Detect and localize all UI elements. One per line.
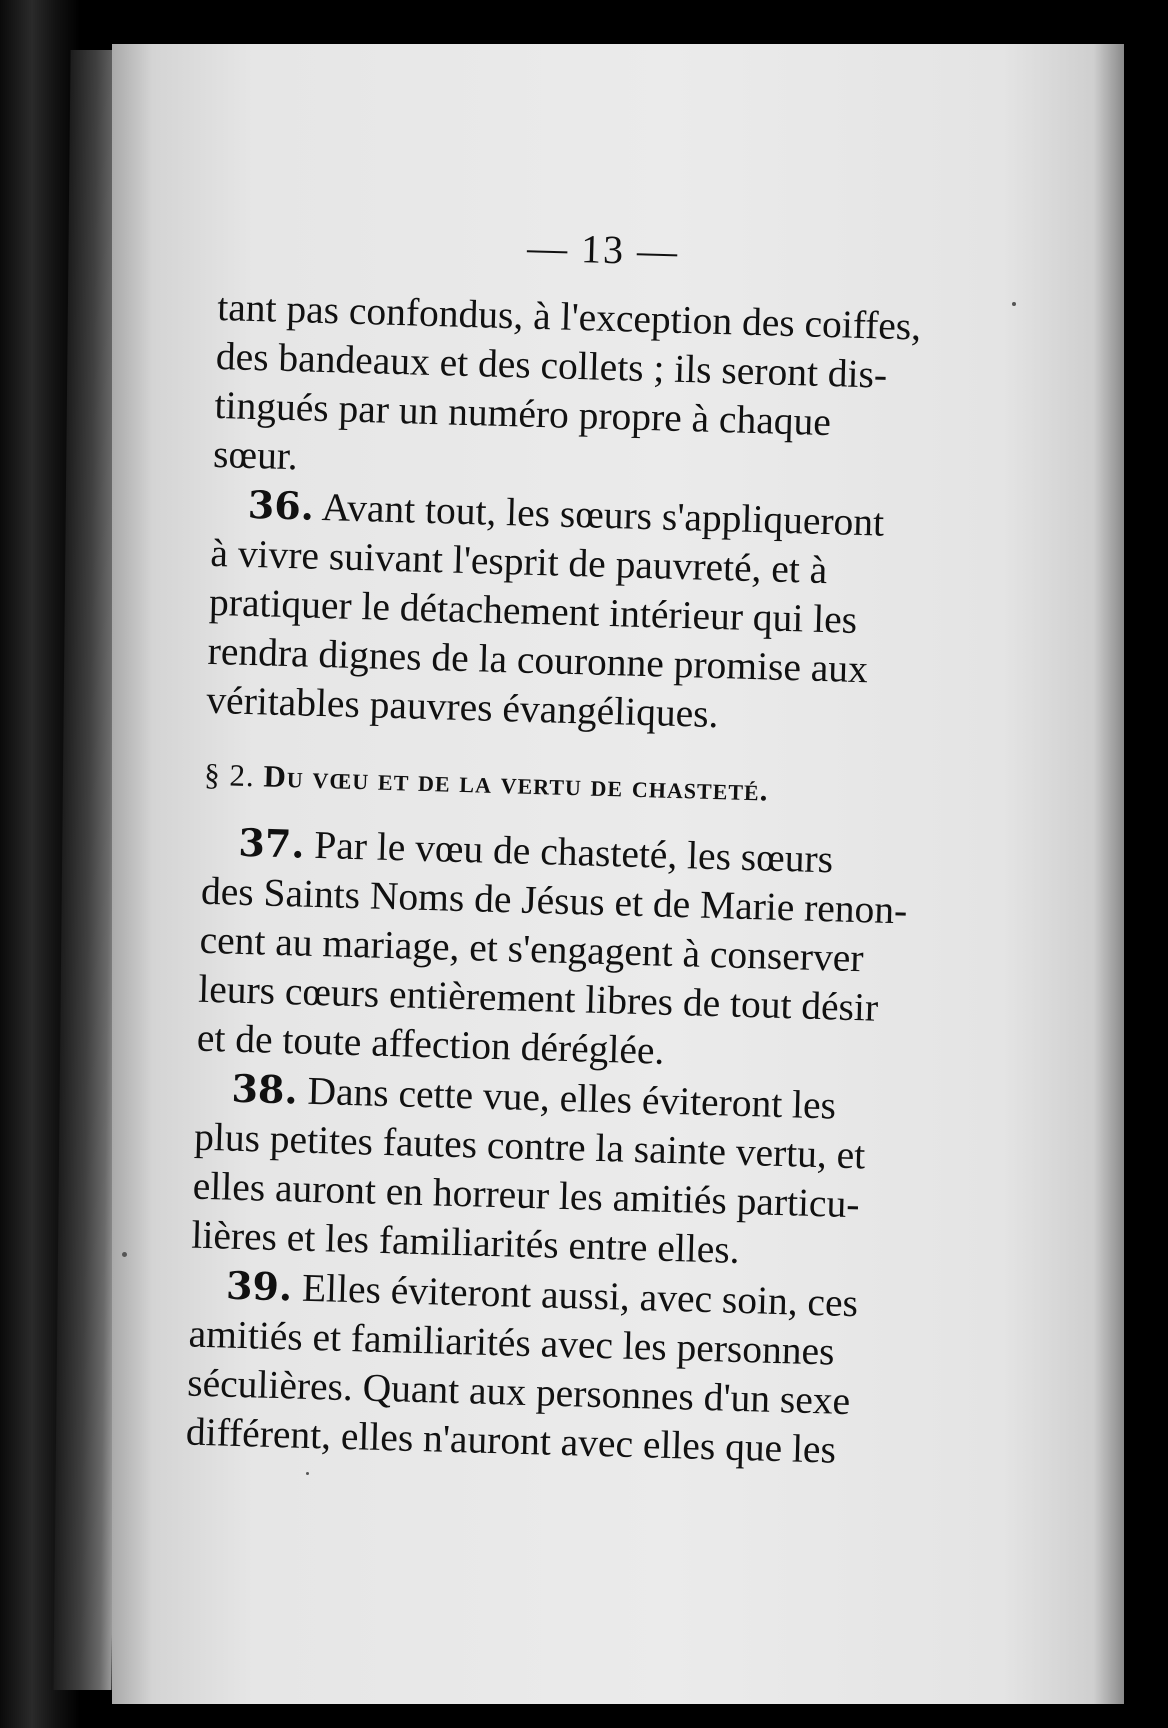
text-line: des Saints Noms de Jésus et de Marie renon-	[200, 868, 908, 933]
article-38	[191, 1063, 946, 1281]
text-line: des bandeaux et des collets ; ils seront dis-	[215, 333, 888, 397]
text-line: lières et les familiarités entre elles.	[190, 1212, 741, 1272]
text-line: à vivre suivant l'esprit de pauvreté, et à	[209, 530, 828, 593]
text-line: cent au mariage, et s'engagent à conserver	[199, 917, 865, 981]
article-number: 37.	[237, 819, 306, 867]
paper-speck	[306, 1472, 309, 1475]
text-line: plus petites fautes contre la sainte vertu, et	[193, 1114, 866, 1178]
article-37	[196, 817, 953, 1084]
article-number: 38.	[230, 1065, 299, 1113]
paper-speck	[1012, 302, 1016, 306]
text-fragment: Par le vœu de chasteté, les sœurs	[313, 822, 834, 882]
article-number: 39.	[225, 1262, 293, 1310]
article-36	[206, 479, 963, 746]
text-line: séculières. Quant aux personnes d'un sexe	[186, 1360, 851, 1424]
page-text	[185, 214, 969, 1477]
section-title: Du vœu et de la vertu de chasteté.	[263, 758, 770, 808]
article-39	[185, 1260, 940, 1478]
text-line: elles auront en horreur les amitiés particu-	[192, 1163, 861, 1227]
text-line: tant pas confondus, à l'exception des coiffes,	[216, 284, 922, 349]
article-number: 36.	[247, 481, 315, 529]
text-line: amitiés et familiarités avec les personnes	[188, 1311, 836, 1374]
text-line: rendra dignes de la couronne promise aux	[207, 628, 869, 692]
text-line: sœur.	[212, 431, 299, 479]
text-line: différent, elles n'auront avec elles que les	[185, 1409, 837, 1472]
book-page	[112, 44, 1124, 1704]
text-line: et de toute affection déréglée.	[196, 1015, 665, 1073]
page-number: — 13 —	[526, 224, 680, 274]
text-fragment: Dans cette vue, elles éviteront les	[306, 1068, 837, 1128]
section-marker: § 2.	[203, 756, 256, 794]
text-line: tingués par un numéro propre à chaque	[214, 382, 832, 445]
text-fragment: Elles éviteront aussi, avec soin, ces	[301, 1265, 859, 1326]
text-fragment: Avant tout, les sœurs s'appliqueront	[321, 484, 885, 545]
section-heading	[204, 755, 955, 816]
paragraph-continued	[213, 283, 968, 500]
text-line: véritables pauvres évangéliques.	[205, 677, 720, 737]
text-line: leurs cœurs entièrement libres de tout désir	[197, 966, 879, 1030]
paper-speck	[122, 1252, 127, 1257]
text-line: pratiquer le détachement intérieur qui les	[208, 579, 858, 642]
